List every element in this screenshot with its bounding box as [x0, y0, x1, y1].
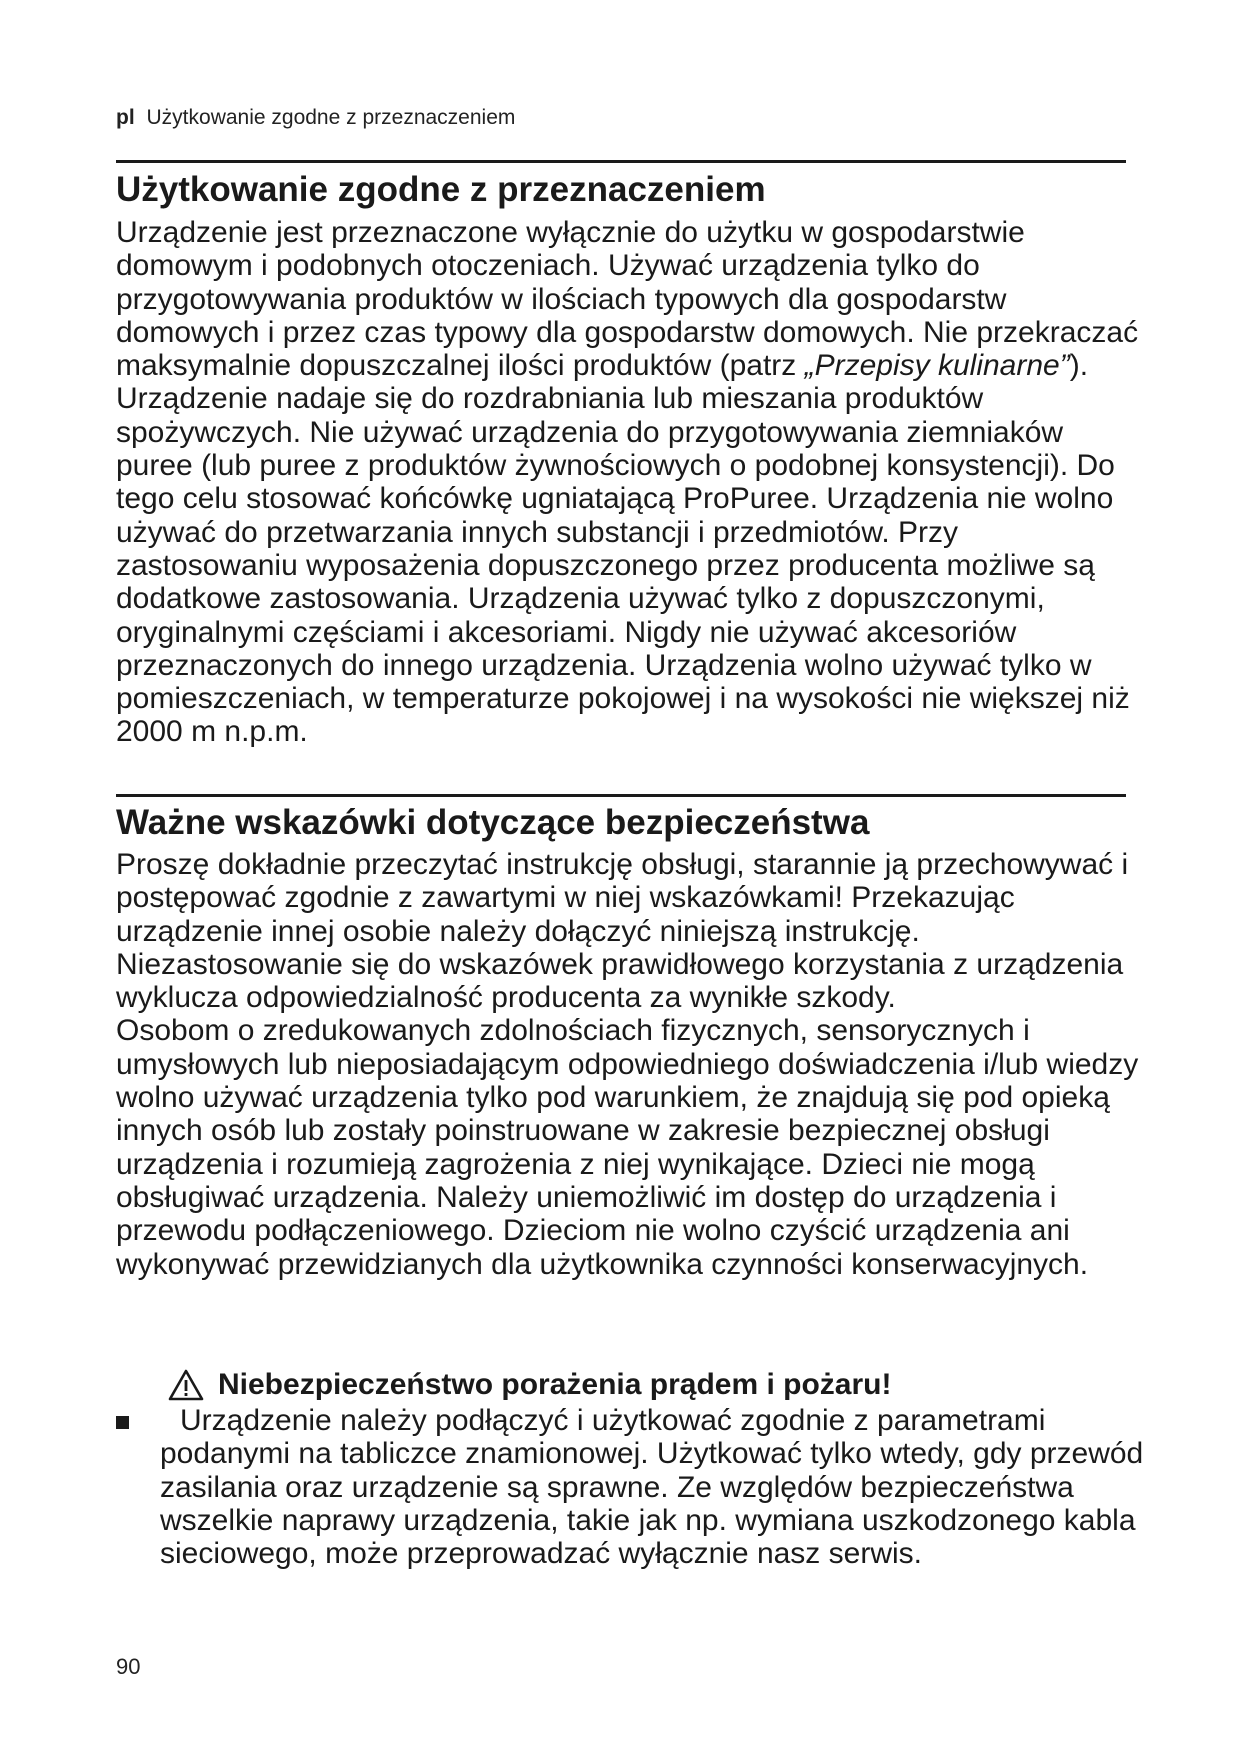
warning-heading: [168, 1368, 891, 1402]
recipes-reference: „Przepisy kulinarne”: [804, 349, 1070, 383]
bullet-square-icon: [116, 1416, 129, 1429]
section-divider: [116, 794, 1126, 797]
language-code: pl: [116, 106, 135, 129]
running-title: Użytkowanie zgodne z przeznaczeniem: [146, 106, 516, 129]
safety-paragraph-2: Osobom o zredukowanych zdolnościach fizycznych, sensorycznych i umysłowych lub nieposiadającym odpowiedniego doświadczenia i/lub wiedzy wolno używać urządzenia tylko pod warunkiem, że znajdują się pod opieką innych osób lub zostały poinstruowane w zakresie bezpiecznej obsługi urządzenia i rozumieją zagrożenia z niej wynikające. Dzieci nie mogą obsługiwać urządzenia. Należy uniemożliwić im dostęp do urządzenia i przewodu podłączeniowego. Dzieciom nie wolno czyścić urządzenia ani wykonywać przewidzianych dla użytkownika czynności konserwacyjnych.: [116, 1014, 1139, 1281]
section-divider: [116, 160, 1126, 163]
safety-paragraph-1: Proszę dokładnie przeczytać instrukcję obsługi, starannie ją przechowywać i postępować zgodnie z zawartymi w niej wskazówkami! Przekazując urządzenie innej osobie należy dołączyć niniejszą instrukcję. Niezastosowanie się do wskazówek prawidłowego korzystania z urządzenia wyklucza odpowiedzialność producenta za wynikłe szkody.: [116, 848, 1129, 1015]
running-header: [116, 106, 515, 130]
page-number: 90: [116, 1654, 141, 1679]
intended-use-text-part2: ). Urządzenie nadaje się do rozdrabniania lub mieszania produktów spożywczych. Nie używać urządzenia do przygotowywania ziemniaków puree (lub puree z produktów żywnościowych o podobnej konsystencji). Do tego celu stosować końcówkę ugniatającą ProPuree. Urządzenia nie wolno używać do przetwarzania innych substancji i przedmiotów. Przy zastosowaniu wyposażenia dopuszczonego przez producenta możliwe są dodatkowe zastosowania. Urządzenia używać tylko z dopuszczonymi, oryginalnymi częściami i akcesoriami. Nigdy nie używać akcesoriów przeznaczonych do innego urządzenia. Urządzenia wolno używać tylko w pomieszczeniach, w temperaturze pokojowej i na wysokości nie większej niż 2000 m n.p.m.: [116, 349, 1130, 749]
warning-triangle-icon: [168, 1369, 204, 1401]
section-title-intended-use: Użytkowanie zgodne z przeznaczeniem: [116, 170, 766, 209]
safety-text: [116, 848, 1146, 1281]
intended-use-paragraph: [116, 216, 1146, 749]
section-title-safety: Ważne wskazówki dotyczące bezpieczeństwa: [116, 803, 870, 842]
bullet-text: Urządzenie należy podłączyć i użytkować zgodnie z parametrami podanymi na tabliczce znamionowej. Użytkować tylko wtedy, gdy przewód zasilania oraz urządzenie są sprawne. Ze względów bezpieczeństwa wszelkie naprawy urządzenia, takie jak np. wymiana uszkodzonego kabla sieciowego, może przeprowadzać wyłącznie nasz serwis.: [160, 1404, 1144, 1571]
intended-use-text-part1: Urządzenie jest przeznaczone wyłącznie do użytku w gospodarstwie domowym i podobnych otoczeniach. Używać urządzenia tylko do przygotowywania produktów w ilościach typowych dla gospodarstw domowych i przez czas typowy dla gospodarstw domowych. Nie przekraczać maksymalnie dopuszczalnej ilości produktów (patrz: [116, 216, 1139, 383]
warning-title-text: Niebezpieczeństwo porażenia prądem i pożaru!: [218, 1368, 892, 1401]
list-item: [116, 1404, 1156, 1570]
intended-use-text: [116, 216, 1146, 749]
